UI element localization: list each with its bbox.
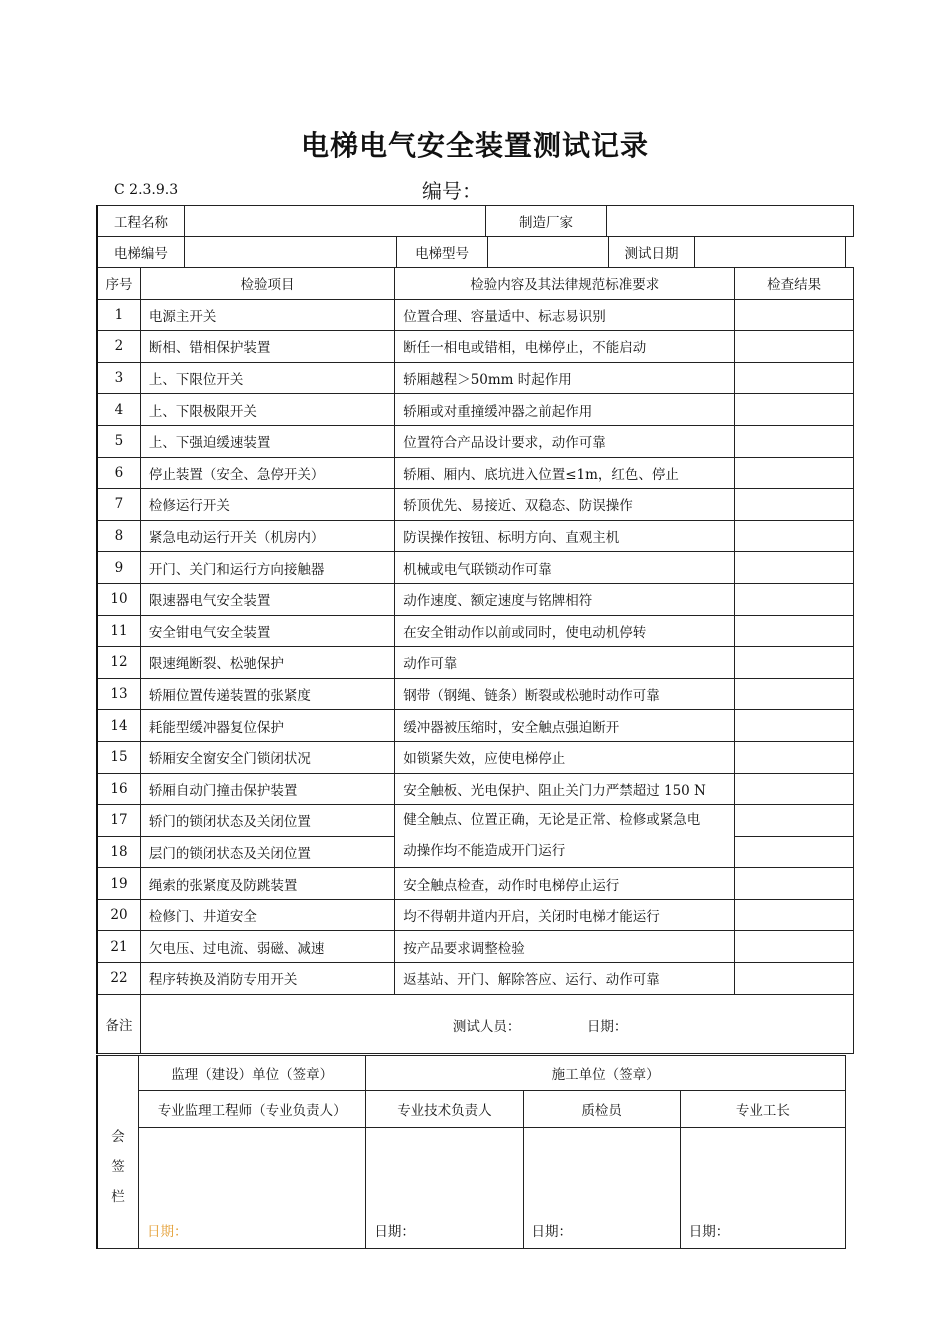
row-requirement-line: 健全触点、位置正确，无论是正常、检修或紧急电 <box>403 812 701 829</box>
row-item: 轿厢安全窗安全门锁闭状况 <box>140 741 394 773</box>
project-name-field[interactable] <box>185 206 486 237</box>
row-result-field[interactable] <box>735 362 854 394</box>
remarks-row <box>97 994 854 1053</box>
row-number: 14 <box>97 710 140 742</box>
number-label: 编号： <box>422 179 482 203</box>
tech-lead-date-label: 日期： <box>374 1224 415 1240</box>
tech-lead-sign-field[interactable] <box>366 1128 523 1249</box>
row-item: 电源主开关 <box>140 299 394 331</box>
row-result-field[interactable] <box>735 931 854 963</box>
supervisor-date-label: 日期： <box>147 1224 188 1240</box>
table-row <box>97 520 854 552</box>
row-result-field[interactable] <box>735 710 854 742</box>
supervisor-sign-field[interactable] <box>139 1128 366 1249</box>
row-result-field[interactable] <box>735 868 854 900</box>
table-row <box>97 899 854 931</box>
test-date-label: 测试日期 <box>608 237 695 268</box>
row-number: 8 <box>97 520 140 552</box>
row-result-field[interactable] <box>735 836 854 868</box>
supervisor-unit-label: 监理（建设）单位（签章） <box>139 1056 366 1091</box>
row-number: 7 <box>97 489 140 521</box>
row-number: 20 <box>97 899 140 931</box>
row-item: 耗能型缓冲器复位保护 <box>140 710 394 742</box>
row-number: 9 <box>97 552 140 584</box>
col-header-no: 序号 <box>97 268 140 300</box>
row-item: 断相、错相保护装置 <box>140 331 394 363</box>
table-row <box>97 299 854 331</box>
header-table-row1 <box>96 205 854 237</box>
table-row <box>97 710 854 742</box>
row-result-field[interactable] <box>735 394 854 426</box>
project-name-label: 工程名称 <box>97 206 185 237</box>
table-row <box>97 331 854 363</box>
table-row <box>97 425 854 457</box>
table-row <box>97 931 854 963</box>
row-requirement: 轿厢、厢内、底坑进入位置≤1m，红色、停止 <box>395 457 735 489</box>
row-result-field[interactable] <box>735 520 854 552</box>
row-item: 欠电压、过电流、弱磁、减速 <box>140 931 394 963</box>
remarks-label: 备注 <box>97 994 140 1053</box>
row-result-field[interactable] <box>735 899 854 931</box>
table-row <box>97 583 854 615</box>
tester-label: 测试人员： <box>452 1018 521 1035</box>
qc-sign-field[interactable] <box>523 1128 680 1249</box>
row-number: 17 <box>97 805 140 837</box>
elevator-model-field[interactable] <box>487 237 608 268</box>
row-result-field[interactable] <box>735 583 854 615</box>
row-result-field[interactable] <box>735 805 854 837</box>
row-requirement: 返基站、开门、解除答应、运行、动作可靠 <box>395 963 735 995</box>
row-result-field[interactable] <box>735 741 854 773</box>
row-requirement: 缓冲器被压缩时，安全触点强迫断开 <box>395 710 735 742</box>
row-number: 12 <box>97 647 140 679</box>
table-row <box>97 489 854 521</box>
table-row <box>97 457 854 489</box>
row-item: 上、下限极限开关 <box>140 394 394 426</box>
row-item: 限速绳断裂、松驰保护 <box>140 647 394 679</box>
construction-unit-label: 施工单位（签章） <box>366 1056 846 1091</box>
elevator-no-field[interactable] <box>184 237 396 268</box>
row-requirement: 轿顶优先、易接近、双稳态、防误操作 <box>395 489 735 521</box>
remarks-field[interactable] <box>140 994 853 1053</box>
row-requirement: 安全触板、光电保护、阻止关门力严禁超过 150 N <box>395 773 735 805</box>
foreman-label: 专业工长 <box>680 1090 845 1127</box>
col-header-result: 检查结果 <box>735 268 854 300</box>
row-requirement: 位置合理、容量适中、标志易识别 <box>395 299 735 331</box>
row-requirement: 断任一相电或错相，电梯停止，不能启动 <box>395 331 735 363</box>
manufacturer-label: 制造厂家 <box>486 206 607 237</box>
row-number: 19 <box>97 868 140 900</box>
row-item: 紧急电动运行开关（机房内） <box>140 520 394 552</box>
document-title: 电梯电气安全装置测试记录 <box>300 129 649 162</box>
row-requirement: 安全触点检查，动作时电梯停止运行 <box>395 868 735 900</box>
table-row <box>97 805 854 837</box>
row-requirement: 均不得朝井道内开启，关闭时电梯才能运行 <box>395 899 735 931</box>
inspection-table <box>96 267 854 1054</box>
table-row <box>97 773 854 805</box>
row-requirement: 轿厢或对重撞缓冲器之前起作用 <box>395 394 735 426</box>
row-item: 停止装置（安全、急停开关） <box>140 457 394 489</box>
manufacturer-field[interactable] <box>607 206 854 237</box>
row-result-field[interactable] <box>735 773 854 805</box>
row-requirement: 防误操作按钮、标明方向、直观主机 <box>395 520 735 552</box>
row-item: 检修运行开关 <box>140 489 394 521</box>
col-header-item: 检验项目 <box>140 268 394 300</box>
table-header-row <box>97 268 854 300</box>
foreman-sign-field[interactable] <box>680 1128 845 1249</box>
table-row <box>97 963 854 995</box>
form-code: C 2.3.9.3 <box>114 182 179 198</box>
row-item: 层门的锁闭状态及关闭位置 <box>140 836 394 868</box>
row-item: 上、下限位开关 <box>140 362 394 394</box>
row-item: 开门、关门和运行方向接触器 <box>140 552 394 584</box>
row-result-field[interactable] <box>735 457 854 489</box>
tech-lead-label: 专业技术负责人 <box>366 1090 523 1127</box>
row-result-field[interactable] <box>735 647 854 679</box>
elevator-model-label: 电梯型号 <box>397 237 488 268</box>
table-row <box>97 552 854 584</box>
row-item: 程序转换及消防专用开关 <box>140 963 394 995</box>
row-number: 11 <box>97 615 140 647</box>
row-requirement <box>395 805 735 868</box>
foreman-date-label: 日期： <box>688 1224 730 1240</box>
row-result-field[interactable] <box>735 963 854 995</box>
elevator-no-label: 电梯编号 <box>97 237 184 268</box>
row-number: 22 <box>97 963 140 995</box>
row-result-field[interactable] <box>735 489 854 521</box>
row-item: 轿门的锁闭状态及关闭位置 <box>140 805 394 837</box>
qc-label: 质检员 <box>523 1090 680 1127</box>
row-item: 轿厢位置传递装置的张紧度 <box>140 678 394 710</box>
side-char-3: 栏 <box>111 1189 125 1205</box>
row-result-field[interactable] <box>735 678 854 710</box>
row-requirement: 机械或电气联锁动作可靠 <box>395 552 735 584</box>
row-item: 上、下强迫缓速装置 <box>140 425 394 457</box>
row-number: 5 <box>97 425 140 457</box>
table-row <box>97 647 854 679</box>
side-char-2: 签 <box>111 1159 125 1175</box>
row-number: 1 <box>97 299 140 331</box>
row-item: 检修门、井道安全 <box>140 899 394 931</box>
row-result-field[interactable] <box>735 425 854 457</box>
table-row <box>97 615 854 647</box>
row-number: 10 <box>97 583 140 615</box>
row-requirement: 动作速度、额定速度与铭牌相符 <box>395 583 735 615</box>
row-result-field[interactable] <box>735 552 854 584</box>
row-item: 绳索的张紧度及防跳装置 <box>140 868 394 900</box>
supervisor-engineer-label: 专业监理工程师（专业负责人） <box>139 1090 366 1127</box>
test-date-field[interactable] <box>695 237 846 268</box>
table-row <box>97 741 854 773</box>
header-table-row2 <box>96 236 846 268</box>
table-row <box>97 678 854 710</box>
row-requirement: 按产品要求调整检验 <box>395 931 735 963</box>
row-requirement-line: 动操作均不能造成开门运行 <box>403 843 566 860</box>
row-number: 4 <box>97 394 140 426</box>
row-result-field[interactable] <box>735 331 854 363</box>
row-requirement: 动作可靠 <box>395 647 735 679</box>
row-item: 轿厢自动门撞击保护装置 <box>140 773 394 805</box>
table-row <box>97 394 854 426</box>
row-requirement: 钢带（钢绳、链条）断裂或松驰时动作可靠 <box>395 678 735 710</box>
row-requirement: 在安全钳动作以前或同时，使电动机停转 <box>395 615 735 647</box>
remarks-date-label: 日期： <box>586 1018 628 1035</box>
row-number: 16 <box>97 773 140 805</box>
row-item: 限速器电气安全装置 <box>140 583 394 615</box>
row-requirement: 轿厢越程＞50mm 时起作用 <box>395 362 735 394</box>
row-result-field[interactable] <box>735 299 854 331</box>
qc-date-label: 日期： <box>531 1224 573 1240</box>
side-char-1: 会 <box>111 1129 125 1145</box>
row-result-field[interactable] <box>735 615 854 647</box>
row-requirement: 如锁紧失效，应使电梯停止 <box>395 741 735 773</box>
table-row <box>97 868 854 900</box>
row-number: 2 <box>97 331 140 363</box>
row-number: 3 <box>97 362 140 394</box>
row-number: 6 <box>97 457 140 489</box>
signoff-table <box>96 1055 846 1249</box>
row-number: 21 <box>97 931 140 963</box>
row-item: 安全钳电气安全装置 <box>140 615 394 647</box>
row-number: 18 <box>97 836 140 868</box>
row-requirement: 位置符合产品设计要求，动作可靠 <box>395 425 735 457</box>
table-row <box>97 362 854 394</box>
col-header-req: 检验内容及其法律规范标准要求 <box>395 268 735 300</box>
row-number: 13 <box>97 678 140 710</box>
row-number: 15 <box>97 741 140 773</box>
signoff-side-label <box>97 1056 139 1249</box>
